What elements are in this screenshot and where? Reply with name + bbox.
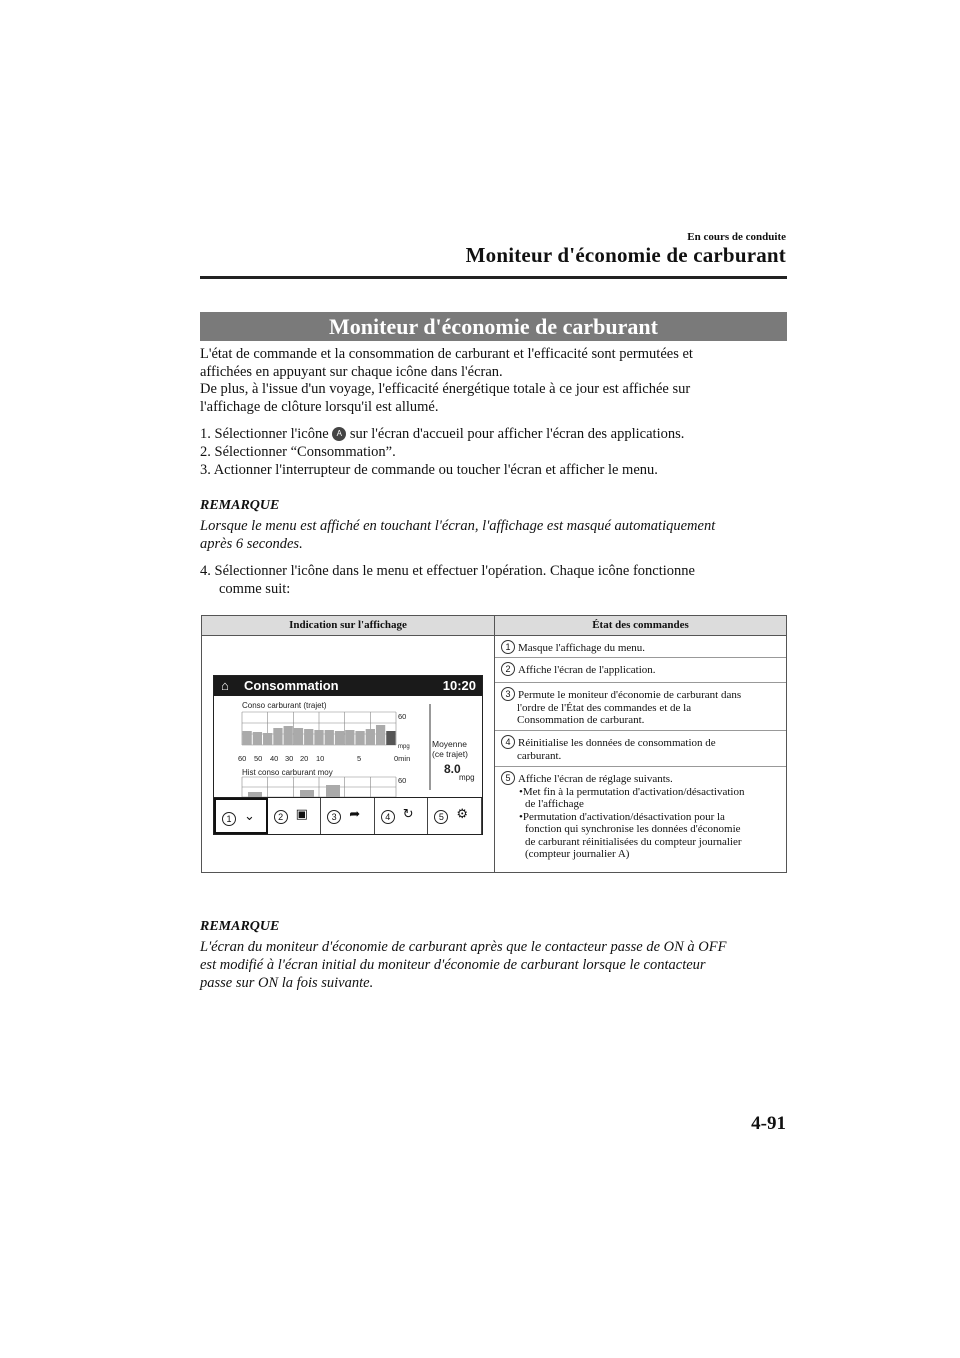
row-text: Masque l'affichage du menu. (518, 642, 646, 654)
callout-number: 5 (501, 771, 515, 785)
average-unit: mpg (459, 773, 475, 782)
row-text: carburant. (517, 749, 562, 762)
menu-button-5[interactable] (428, 798, 482, 834)
step-1-text-a: 1. Sélectionner l'icône (200, 426, 329, 442)
divider-bar (429, 704, 431, 790)
history-bar (253, 732, 262, 745)
intro-line: affichées en appuyant sur chaque icône dans l'écran. (200, 363, 503, 380)
reset-icon: ↻ (402, 807, 414, 822)
callout-number: 3 (327, 810, 341, 824)
callout-number: 4 (381, 810, 395, 824)
bullet-text: de carburant réinitialisées du compteur journalier (525, 835, 742, 848)
menu-button-4[interactable] (375, 798, 429, 834)
switch-screen-icon: ➦ (349, 807, 361, 822)
chart1-label: Conso carburant (trajet) (242, 701, 327, 710)
header-rule (200, 276, 787, 279)
history-bar (355, 731, 364, 745)
average-label-sub: (ce trajet) (432, 749, 468, 759)
row-text: Consommation de carburant. (517, 714, 645, 726)
note-line: passe sur ON la fois suivante. (200, 975, 374, 991)
header-title: Moniteur d'économie de carburant (465, 243, 786, 267)
callout-number: 2 (274, 810, 288, 824)
step-4-line: comme suit: (219, 580, 291, 597)
intro-line: L'état de commande et la consommation de carburant et l'efficacité sont permutées et (200, 346, 693, 362)
step-4-line: 4. Sélectionner l'icône dans le menu et effectuer l'opération. Chaque icône fonctionne (200, 563, 695, 579)
history-bar (345, 730, 354, 745)
step-2: 2. Sélectionner “Consommation”. (200, 444, 396, 460)
row-text: Affiche l'écran de l'application. (518, 664, 656, 676)
screen-clock: 10:20 (442, 678, 476, 693)
bullet-text: •Met fin à la permutation d'activation/désactivation (519, 785, 745, 798)
table-row (495, 683, 786, 731)
history-bar (284, 726, 293, 745)
column-header-commands: État des commandes (592, 619, 689, 631)
note-heading: REMARQUE (200, 919, 280, 934)
x-tick-label: 50 (254, 754, 263, 763)
history-bar (386, 731, 395, 745)
bullet-text: fonction qui synchronise les données d'économie (525, 823, 741, 835)
x-tick-label: 30 (285, 754, 294, 763)
column-header-display: Indication sur l'affichage (289, 619, 407, 631)
callout-number: 1 (222, 812, 236, 826)
screen-title: Consommation (244, 678, 339, 693)
table-row (495, 731, 786, 767)
note-line: après 6 secondes. (200, 536, 303, 552)
callout-number: 1 (501, 640, 515, 654)
history-bar (294, 728, 303, 745)
row-text: Permute le moniteur d'économie de carburant dans (518, 689, 742, 701)
note-line: Lorsque le menu est affiché en touchant l'écran, l'affichage est masqué automatiquement (200, 518, 716, 534)
note-line: est modifié à l'écran initial du moniteur d'économie de carburant lorsque le contacteur (200, 957, 706, 973)
x-tick-label: 40 (270, 754, 279, 763)
x-tick-label: 5 (357, 754, 362, 763)
bullet-text: (compteur journalier A) (525, 848, 630, 860)
fuel-chart-graphic (214, 676, 482, 798)
x-tick-label: 0min (394, 754, 411, 763)
table-row (495, 767, 786, 873)
history-bar (243, 731, 252, 745)
bullet-text: de l'affichage (525, 798, 584, 810)
step-1 (200, 426, 780, 444)
x-tick-label: 10 (316, 754, 325, 763)
history-bar (273, 728, 282, 745)
average-label: Moyenne (432, 739, 467, 749)
x-tick-label: 20 (300, 754, 309, 763)
average-history-bar (326, 785, 340, 797)
note-text (200, 517, 790, 553)
note-text (200, 938, 790, 992)
bullet-text: •Permutation d'activation/désactivation pour la (519, 810, 725, 823)
chart2-ymax: 60 (398, 776, 407, 785)
display-screenshot (213, 675, 483, 835)
section-banner: Moniteur d'économie de carburant (200, 312, 787, 341)
applications-icon: A (332, 427, 346, 441)
history-bar (376, 725, 385, 745)
settings-icon: ⚙ (456, 807, 469, 822)
screen-menu-bar (214, 797, 482, 834)
average-history-bar (300, 790, 314, 797)
hide-menu-icon: ⌄ (244, 809, 255, 824)
history-bar (304, 729, 313, 745)
callout-number: 4 (501, 735, 515, 749)
callout-number: 5 (434, 810, 448, 824)
callout-number: 2 (501, 662, 515, 676)
intro-line: De plus, à l'issue d'un voyage, l'efficacité énergétique totale à ce jour est affichée sur (200, 381, 691, 397)
table-row (495, 658, 786, 683)
table-row (495, 636, 786, 658)
row-text: Affiche l'écran de réglage suivants. (518, 773, 673, 785)
note-heading: REMARQUE (200, 498, 280, 513)
history-bar (325, 730, 334, 745)
chart2-label: Hist conso carburant moy (242, 768, 333, 777)
history-bar (335, 731, 344, 745)
row-text: l'ordre de l'État des commandes et de la (517, 701, 692, 714)
history-bar (366, 729, 375, 745)
intro-line: l'affichage de clôture lorsqu'il est allumé. (200, 398, 439, 415)
menu-button-2[interactable] (268, 798, 322, 834)
header-section: En cours de conduite (687, 231, 786, 243)
step-1-text-b: sur l'écran d'accueil pour afficher l'écran des applications. (349, 426, 685, 442)
home-icon: ⌂ (221, 678, 229, 693)
x-tick-label: 60 (238, 754, 247, 763)
callout-number: 3 (501, 687, 515, 701)
history-bar (314, 730, 323, 745)
intro-paragraph (200, 346, 790, 416)
average-value: 8.0 (444, 762, 461, 776)
menu-button-1[interactable] (214, 798, 268, 834)
chart1-unit: mpg (398, 744, 410, 750)
step-4 (200, 563, 780, 598)
chart1-ymax: 60 (398, 712, 407, 721)
menu-button-3[interactable] (321, 798, 375, 834)
page-number: 4-91 (751, 1113, 786, 1134)
step-3: 3. Actionner l'interrupteur de commande ou toucher l'écran et afficher le menu. (200, 462, 658, 478)
application-icon: ▣ (295, 807, 308, 822)
note-line: L'écran du moniteur d'économie de carburant après que le contacteur passe de ON à OFF (200, 939, 727, 955)
history-bar (263, 733, 272, 745)
row-text: Réinitialise les données de consommation de (518, 737, 716, 749)
